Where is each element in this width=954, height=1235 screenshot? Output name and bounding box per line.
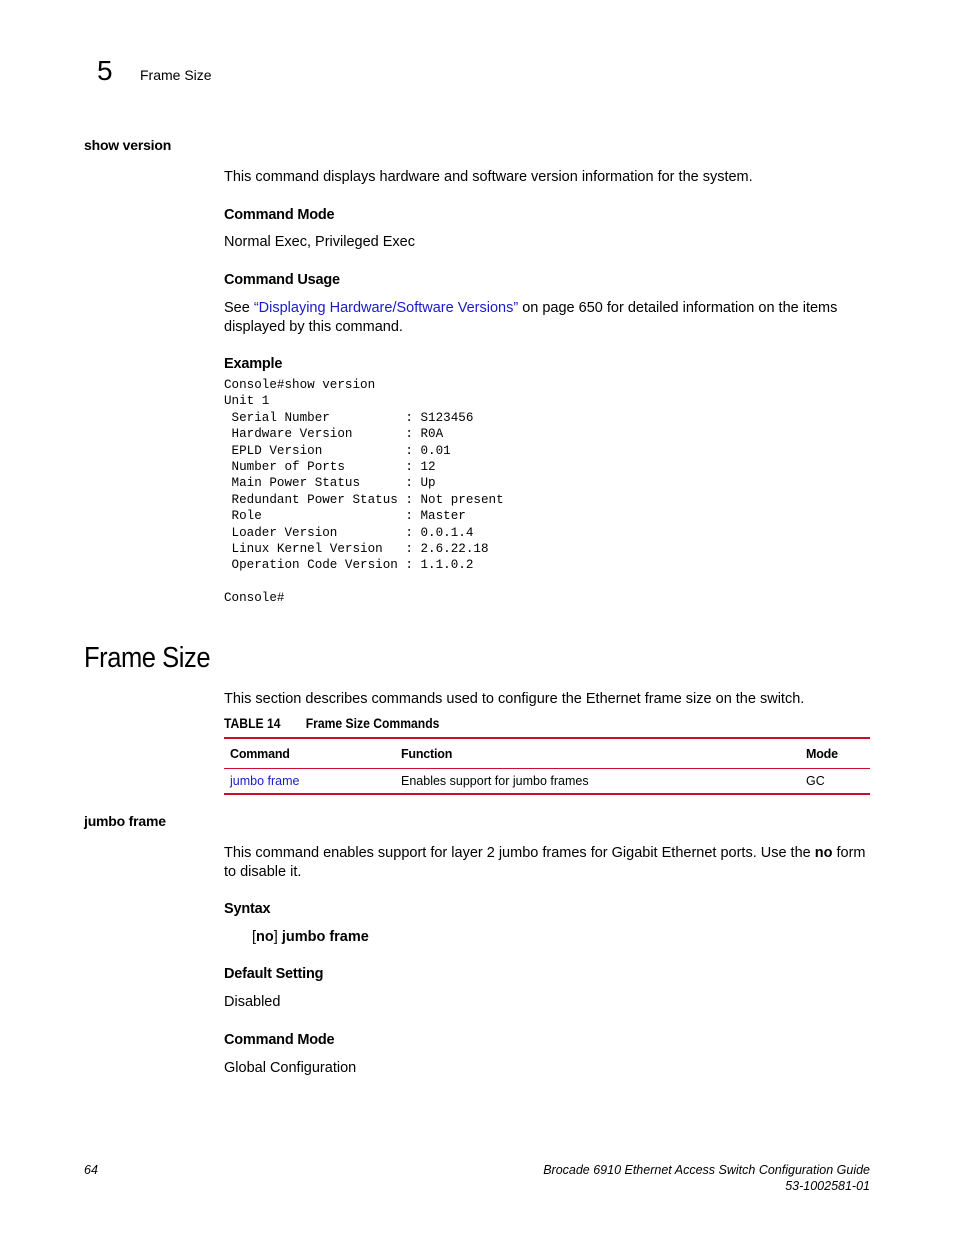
default-setting-value: Disabled: [224, 994, 281, 1010]
frame-size-commands-table: [224, 737, 870, 795]
table-title: Frame Size Commands: [305, 716, 440, 731]
footer-doc-number: 53-1002581-01: [785, 1179, 870, 1193]
chapter-number: 5: [97, 55, 113, 86]
command-mode-value: Normal Exec, Privileged Exec: [224, 234, 415, 250]
table-header-row: [224, 738, 870, 769]
table-label: TABLE 14: [224, 716, 281, 731]
footer-page-number: 64: [84, 1163, 98, 1177]
jumbo-frame-description: [224, 844, 870, 882]
table-row: [224, 769, 870, 795]
column-header-command: Command: [224, 738, 395, 769]
jumbo-frame-link[interactable]: jumbo frame: [230, 774, 300, 788]
section-title: Frame Size: [84, 642, 211, 674]
jumbo-command-mode-label: Command Mode: [224, 1032, 335, 1048]
syntax-label: Syntax: [224, 901, 271, 917]
syntax-no-keyword: no: [256, 929, 274, 945]
table-cell-function: Enables support for jumbo frames: [395, 769, 800, 795]
description-no-keyword: no: [814, 845, 833, 861]
footer-guide-info: [543, 1162, 870, 1194]
example-label: Example: [224, 356, 283, 372]
jumbo-command-mode-value: Global Configuration: [224, 1060, 357, 1076]
jumbo-frame-heading: jumbo frame: [84, 813, 166, 829]
column-header-function: Function: [395, 738, 800, 769]
show-version-heading: show version: [84, 137, 172, 153]
syntax-open-bracket: [: [252, 929, 257, 945]
description-prefix: This command enables support for layer 2 jumbo frames for Gigabit Ethernet ports. Use the: [224, 845, 815, 861]
usage-link[interactable]: “Displaying Hardware/Software Versions”: [253, 300, 519, 316]
command-usage-label: Command Usage: [224, 272, 340, 288]
show-version-description: This command displays hardware and software version information for the system.: [224, 169, 753, 185]
section-intro: This section describes commands used to configure the Ethernet frame size on the switch.: [224, 691, 805, 707]
table-cell-mode: GC: [800, 769, 870, 795]
description-suffix: form to disable it.: [224, 845, 866, 880]
command-mode-label: Command Mode: [224, 207, 335, 223]
default-setting-label: Default Setting: [224, 966, 324, 982]
usage-prefix: See: [224, 300, 254, 316]
chapter-title: Frame Size: [140, 67, 212, 83]
command-usage-text: [224, 299, 870, 337]
footer-guide-title: Brocade 6910 Ethernet Access Switch Configuration Guide: [543, 1163, 870, 1177]
syntax-line: [252, 928, 369, 947]
table-caption: [224, 715, 439, 733]
column-header-mode: Mode: [800, 738, 870, 769]
syntax-command: jumbo frame: [281, 929, 369, 945]
example-code-block: Console#show version Unit 1 Serial Number : S123456 Hardware Version : R0A EPLD Version : 0.01 Number of Ports : 12 Main Power Status : Up Redundant Power Status : Not present Role : Master Loader Version : 0.0.1.4 Linux Kernel Version : 2.6.22.18 Operation Code Version : 1.1.0.2 Console#: [224, 378, 504, 606]
syntax-close-bracket: ]: [273, 929, 282, 945]
usage-suffix: on page 650 for detailed information on the items displayed by this command.: [224, 300, 838, 335]
